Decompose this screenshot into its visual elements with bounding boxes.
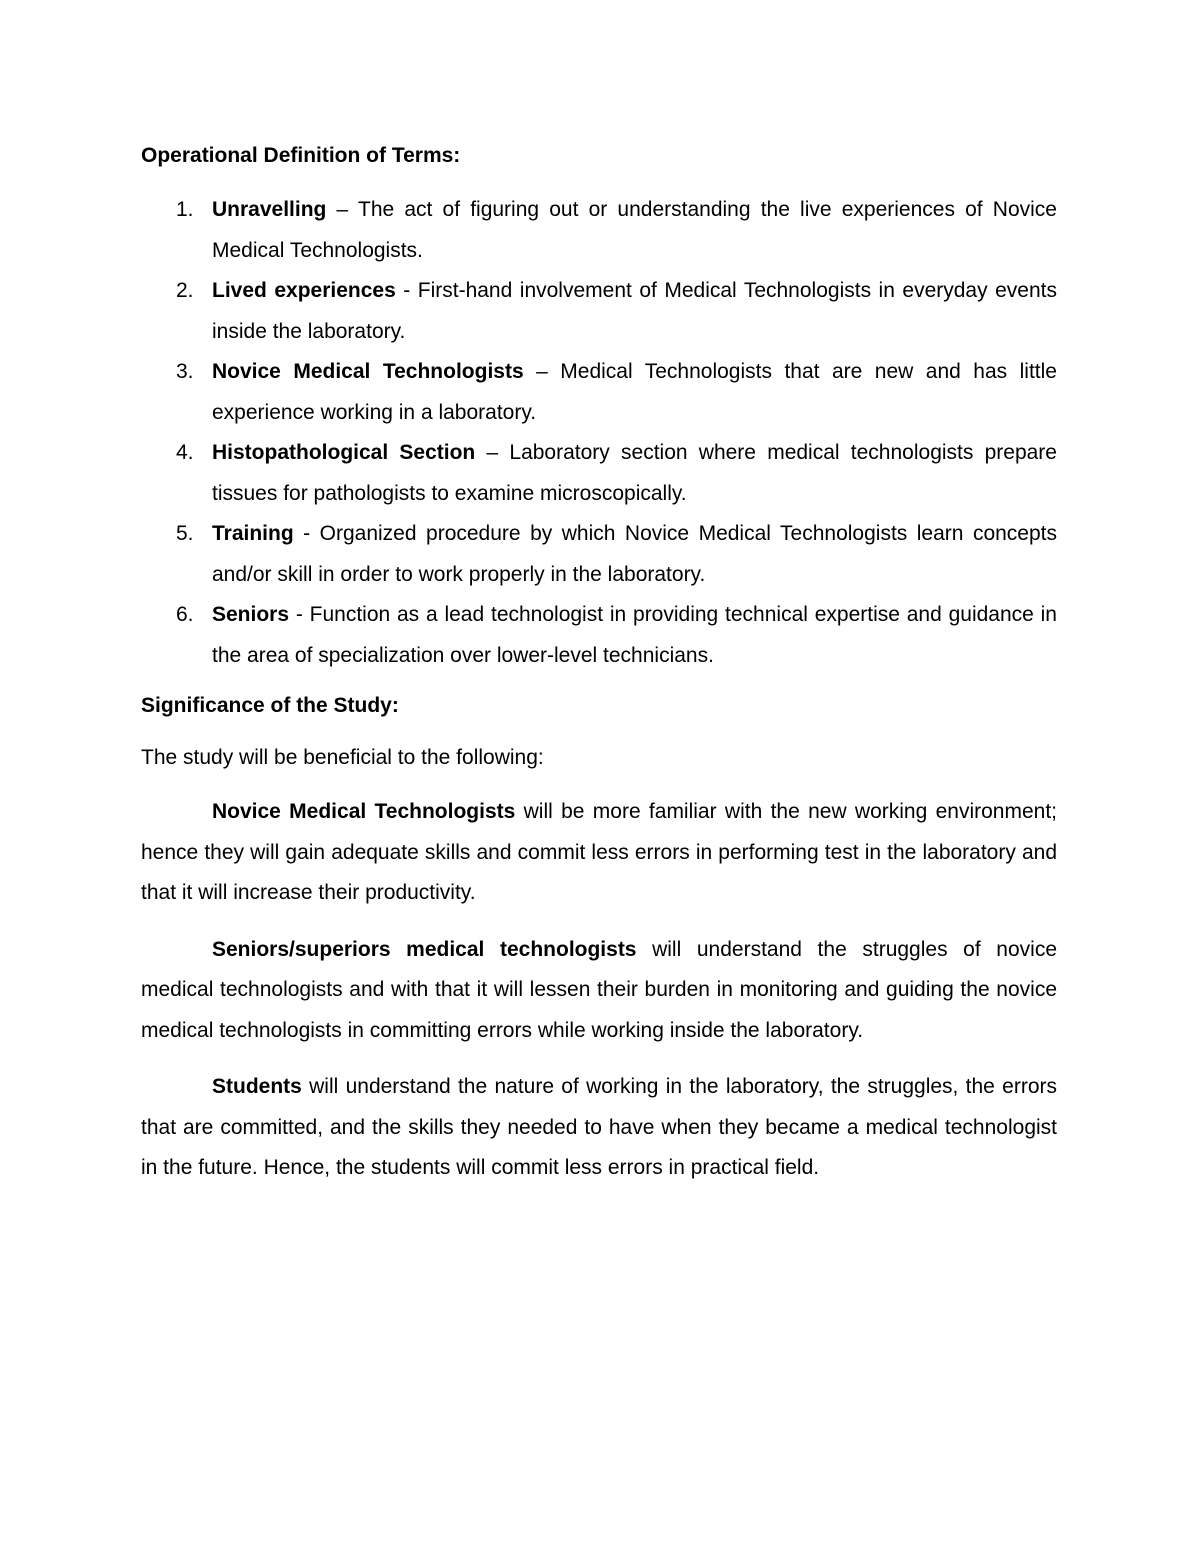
beneficiary-subject: Seniors/superiors medical technologists — [212, 937, 637, 961]
beneficiary-text: will understand the struggles of novice medical technologists and with that it will lessen their burden in monitoring and guiding the novice medical technologists in committing errors while working inside the laboratory. — [141, 937, 1057, 1042]
list-item-number: 5. — [176, 522, 194, 545]
beneficiary-subject: Novice Medical Technologists — [212, 800, 516, 823]
document-page — [141, 138, 1057, 1205]
term-definition: – Medical Technologists that are new and has little experience working in a laboratory. — [212, 360, 1057, 424]
beneficiary-paragraph — [141, 930, 1057, 1052]
term-definition: - Function as a lead technologist in providing technical expertise and guidance in the area of specialization over lower-level technicians. — [212, 603, 1057, 667]
definitions-heading: Operational Definition of Terms: — [141, 144, 461, 167]
list-item-number: 2. — [176, 279, 194, 302]
term-word: Seniors — [212, 603, 290, 626]
beneficiary-text: will be more familiar with the new working environment; hence they will gain adequate skills and commit less errors in performing test in the laboratory and that it will increase their productivity. — [141, 800, 1057, 904]
definitions-list — [141, 190, 1057, 676]
list-item — [141, 514, 1057, 595]
term-word: Histopathological Section — [212, 441, 476, 464]
beneficiary-paragraph — [141, 792, 1057, 914]
list-item-number: 6. — [176, 603, 194, 626]
list-item-number: 1. — [176, 198, 194, 221]
term-definition: - First-hand involvement of Medical Technologists in everyday events inside the laboratory. — [212, 279, 1057, 343]
list-item-number: 3. — [176, 360, 194, 383]
beneficiary-subject: Students — [212, 1075, 302, 1098]
term-definition: - Organized procedure by which Novice Medical Technologists learn concepts and/or skill in order to work properly in the laboratory. — [212, 522, 1057, 586]
list-item — [141, 352, 1057, 433]
term-word: Novice Medical Technologists — [212, 360, 524, 383]
term-word: Training — [212, 522, 294, 545]
term-word: Lived experiences — [212, 279, 396, 302]
list-item — [141, 271, 1057, 352]
significance-heading: Significance of the Study: — [141, 694, 399, 717]
term-word: Unravelling — [212, 198, 327, 221]
list-item — [141, 433, 1057, 514]
term-definition: – The act of figuring out or understanding the live experiences of Novice Medical Technologists. — [212, 198, 1057, 262]
list-item — [141, 190, 1057, 271]
significance-intro: The study will be beneficial to the following: — [141, 746, 544, 769]
term-definition: – Laboratory section where medical technologists prepare tissues for pathologists to examine microscopically. — [212, 441, 1057, 505]
beneficiary-text: will understand the nature of working in the laboratory, the struggles, the errors that are committed, and the skills they needed to have when they became a medical technologist in the future. Hence, the students will commit less errors in practical field. — [141, 1075, 1057, 1179]
list-item — [141, 595, 1057, 676]
list-item-number: 4. — [176, 441, 194, 464]
beneficiary-paragraph — [141, 1067, 1057, 1189]
